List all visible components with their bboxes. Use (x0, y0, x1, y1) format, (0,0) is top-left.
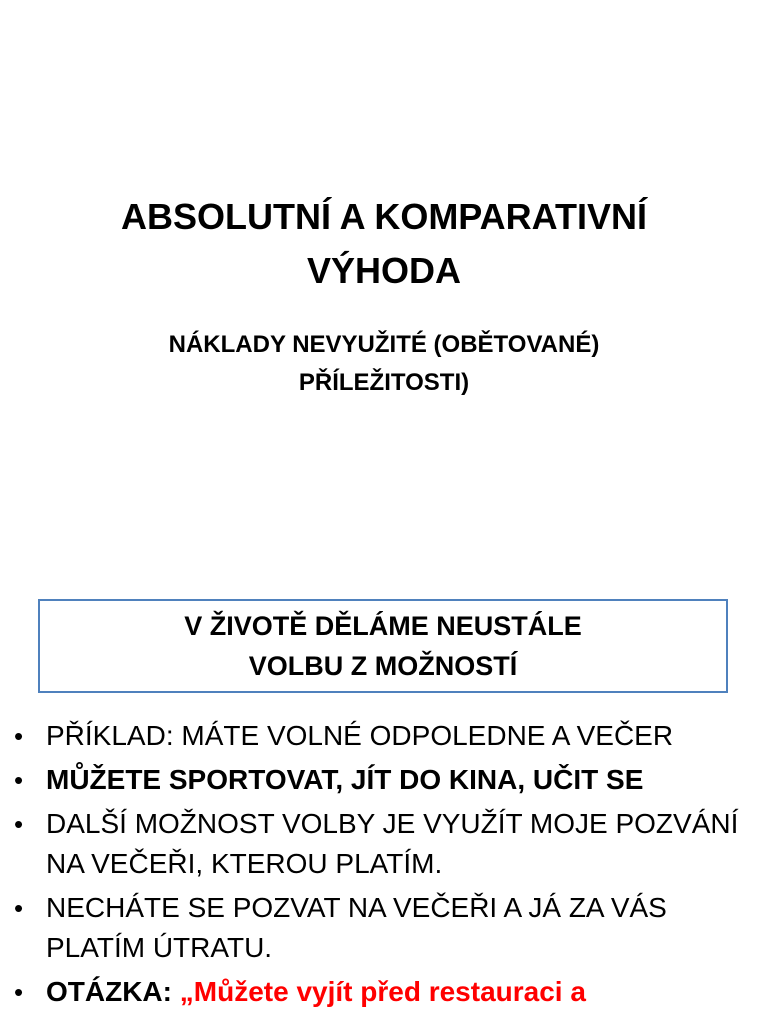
question-label: OTÁZKA: (46, 976, 172, 1007)
title-block (40, 190, 728, 402)
bullet-text: DALŠÍ MOŽNOST VOLBY JE VYUŽÍT MOJE POZVÁNÍ NA VEČEŘI, KTEROU PLATÍM. (46, 808, 739, 879)
callout-box (38, 599, 728, 693)
list-item (14, 804, 754, 884)
bullet-text: NECHÁTE SE POZVAT NA VEČEŘI A JÁ ZA VÁS PLATÍM ÚTRATU. (46, 892, 667, 963)
subtitle-line1: NÁKLADY NEVYUŽITÉ (OBĚTOVANÉ) (168, 331, 600, 358)
main-title-line2: VÝHODA (306, 250, 462, 291)
list-item (14, 972, 754, 1012)
bullet-marker: • (14, 809, 24, 839)
bullet-list (14, 716, 754, 1016)
bullet-text: MŮŽETE SPORTOVAT, JÍT DO KINA, UČIT SE (46, 764, 644, 795)
bullet-text: PŘÍKLAD: MÁTE VOLNÉ ODPOLEDNE A VEČER (46, 720, 674, 751)
bullet-marker: • (14, 721, 24, 751)
subtitle (40, 326, 728, 402)
main-title-line1: ABSOLUTNÍ A KOMPARATIVNÍ (121, 196, 647, 237)
bullet-marker: • (14, 977, 24, 1007)
callout-line1: V ŽIVOTĚ DĚLÁME NEUSTÁLE (184, 611, 582, 641)
bullet-text (46, 972, 754, 1012)
main-title (40, 190, 728, 298)
question-text: „Můžete vyjít před restauraci a (179, 976, 586, 1007)
subtitle-line2: PŘÍLEŽITOSTI) (298, 369, 470, 396)
list-item (14, 888, 754, 968)
list-item (14, 760, 754, 800)
callout-line2: VOLBU Z MOŽNOSTÍ (248, 651, 518, 681)
bullet-marker: • (14, 765, 24, 795)
bullet-marker: • (14, 893, 24, 923)
list-item (14, 716, 754, 756)
